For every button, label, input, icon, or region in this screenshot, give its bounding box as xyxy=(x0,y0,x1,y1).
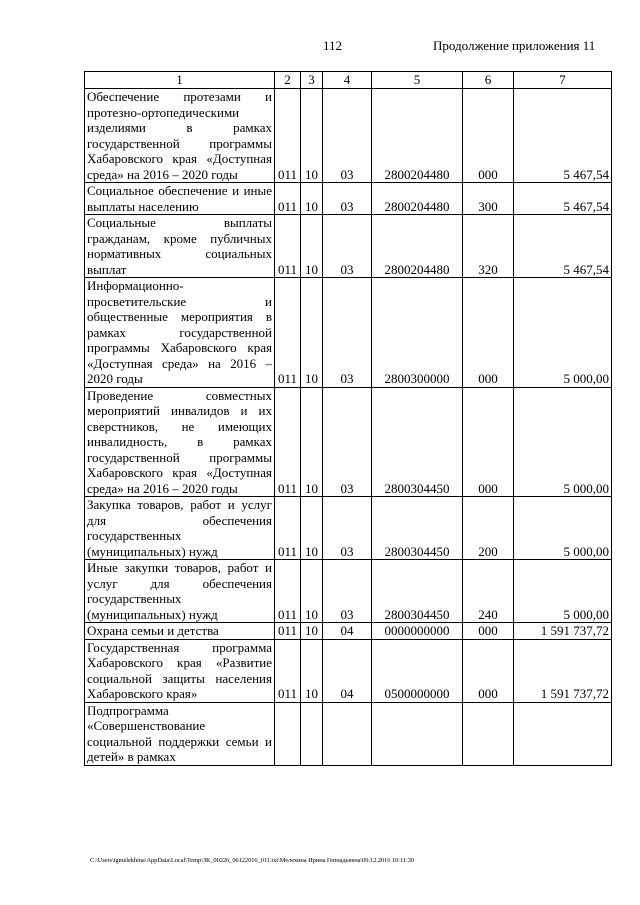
cell-expense-type: 000 xyxy=(463,89,514,183)
table-row xyxy=(85,278,612,388)
cell-amount: 5 000,00 xyxy=(514,497,612,560)
cell-amount xyxy=(514,702,612,765)
cell-section: 10 xyxy=(301,215,323,278)
row-name: Подпрограмма «Совершенствование социальной поддержки семьи и детей» в рамках xyxy=(85,702,275,765)
cell-target xyxy=(372,702,463,765)
cell-code: 011 xyxy=(275,89,301,183)
cell-section: 10 xyxy=(301,623,323,640)
cell-code: 011 xyxy=(275,560,301,623)
cell-code: 011 xyxy=(275,183,301,215)
cell-target: 0500000000 xyxy=(372,639,463,702)
cell-amount: 5 467,54 xyxy=(514,215,612,278)
cell-subsection: 03 xyxy=(323,89,372,183)
table-row xyxy=(85,215,612,278)
cell-section: 10 xyxy=(301,183,323,215)
cell-subsection: 03 xyxy=(323,497,372,560)
cell-code xyxy=(275,702,301,765)
column-header: 5 xyxy=(372,72,463,89)
row-name: Иные закупки товаров, работ и услуг для обеспечения государственных (муниципальных) нужд xyxy=(85,560,275,623)
cell-subsection: 03 xyxy=(323,387,372,497)
cell-amount: 5 467,54 xyxy=(514,89,612,183)
cell-target: 2800204480 xyxy=(372,215,463,278)
cell-section: 10 xyxy=(301,387,323,497)
column-header: 7 xyxy=(514,72,612,89)
column-header: 1 xyxy=(85,72,275,89)
cell-amount: 5 000,00 xyxy=(514,278,612,388)
cell-section: 10 xyxy=(301,560,323,623)
cell-section: 10 xyxy=(301,639,323,702)
cell-subsection xyxy=(323,702,372,765)
cell-subsection: 03 xyxy=(323,560,372,623)
cell-amount: 5 000,00 xyxy=(514,387,612,497)
row-name: Обеспечение протезами и протезно-ортопедическими изделиями в рамках государственной программы Хабаровского края «Доступная среда» на 2016 – 2020 годы xyxy=(85,89,275,183)
row-name: Социальные выплаты гражданам, кроме публичных нормативных социальных выплат xyxy=(85,215,275,278)
cell-expense-type: 320 xyxy=(463,215,514,278)
row-name: Информационно-просветительские и общественные мероприятия в рамках государственной программы Хабаровского края «Доступная среда» на 2016 – 2020 годы xyxy=(85,278,275,388)
table-row xyxy=(85,89,612,183)
cell-target: 2800304450 xyxy=(372,560,463,623)
table-row xyxy=(85,702,612,765)
table-row xyxy=(85,387,612,497)
cell-target: 2800204480 xyxy=(372,89,463,183)
appendix-continuation: Продолжение приложения 11 xyxy=(433,38,596,53)
table-row xyxy=(85,560,612,623)
cell-expense-type: 200 xyxy=(463,497,514,560)
header-row xyxy=(85,72,612,89)
cell-section: 10 xyxy=(301,278,323,388)
cell-subsection: 03 xyxy=(323,278,372,388)
cell-code: 011 xyxy=(275,623,301,640)
cell-target: 0000000000 xyxy=(372,623,463,640)
cell-expense-type: 000 xyxy=(463,278,514,388)
column-header: 2 xyxy=(275,72,301,89)
cell-expense-type xyxy=(463,702,514,765)
cell-section: 10 xyxy=(301,497,323,560)
cell-code: 011 xyxy=(275,639,301,702)
row-name: Проведение совместных мероприятий инвалидов и их сверстников, не имеющих инвалидность, в рамках государственной программы Хабаровского края «Доступная среда» на 2016 – 2020 годы xyxy=(85,387,275,497)
table-row xyxy=(85,623,612,640)
cell-expense-type: 000 xyxy=(463,387,514,497)
cell-section: 10 xyxy=(301,89,323,183)
cell-target: 2800204480 xyxy=(372,183,463,215)
cell-amount: 5 000,00 xyxy=(514,560,612,623)
column-header: 6 xyxy=(463,72,514,89)
row-name: Охрана семьи и детства xyxy=(85,623,275,640)
cell-target: 2800300000 xyxy=(372,278,463,388)
footer-file-path: C:\Users\igmelekhina\AppData\Local\Temp\ЗК_00226_06122016_011.txt\Мелехина Ирина Геннадьевна\09.12.2016 10:11:30 xyxy=(90,857,414,864)
cell-amount: 5 467,54 xyxy=(514,183,612,215)
budget-table xyxy=(84,71,612,766)
cell-expense-type: 300 xyxy=(463,183,514,215)
cell-subsection: 03 xyxy=(323,183,372,215)
cell-amount: 1 591 737,72 xyxy=(514,639,612,702)
cell-expense-type: 000 xyxy=(463,623,514,640)
cell-subsection: 03 xyxy=(323,215,372,278)
table-row xyxy=(85,639,612,702)
cell-target: 2800304450 xyxy=(372,387,463,497)
table-row xyxy=(85,183,612,215)
cell-code: 011 xyxy=(275,387,301,497)
table-row xyxy=(85,497,612,560)
cell-code: 011 xyxy=(275,497,301,560)
cell-code: 011 xyxy=(275,215,301,278)
row-name: Закупка товаров, работ и услуг для обеспечения государственных (муниципальных) нужд xyxy=(85,497,275,560)
cell-target: 2800304450 xyxy=(372,497,463,560)
cell-section xyxy=(301,702,323,765)
column-header: 3 xyxy=(301,72,323,89)
cell-amount: 1 591 737,72 xyxy=(514,623,612,640)
row-name: Государственная программа Хабаровского края «Развитие социальной защиты населения Хабаровского края» xyxy=(85,639,275,702)
column-header: 4 xyxy=(323,72,372,89)
cell-subsection: 04 xyxy=(323,623,372,640)
page-number: 112 xyxy=(323,38,343,53)
cell-expense-type: 000 xyxy=(463,639,514,702)
cell-expense-type: 240 xyxy=(463,560,514,623)
cell-code: 011 xyxy=(275,278,301,388)
cell-subsection: 04 xyxy=(323,639,372,702)
row-name: Социальное обеспечение и иные выплаты населению xyxy=(85,183,275,215)
